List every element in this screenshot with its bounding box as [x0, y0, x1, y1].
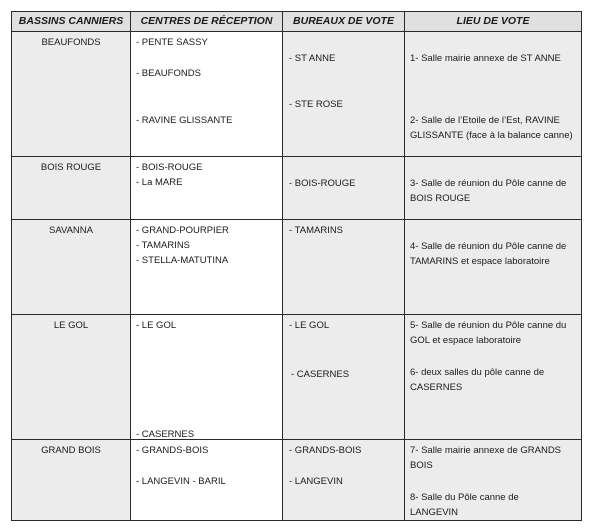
- table-row-beaufonds-bassin: [11, 31, 131, 157]
- header-bureaux: BUREAUX DE VOTE: [282, 11, 405, 32]
- lieu-item: 8- Salle du Pôle canne de LANGEVIN: [410, 492, 519, 518]
- table-row-beaufonds-lieux: [404, 31, 582, 157]
- centre-item: - CASERNES: [136, 429, 195, 440]
- centre-item: - La MARE: [136, 177, 183, 188]
- centre-item: - GRAND-POURPIER: [136, 225, 229, 236]
- bureau-item: - BOIS-ROUGE: [289, 178, 356, 189]
- centre-item: - TAMARINS: [136, 240, 191, 251]
- table-row-le-gol-lieux: [404, 314, 582, 440]
- bureau-item: - TAMARINS: [289, 225, 344, 236]
- table-row-le-gol-bureaux: [282, 314, 405, 440]
- table-row-savanna-bassin: [11, 219, 131, 315]
- voting-table: [11, 11, 582, 521]
- lieu-item: 1- Salle mairie annexe de ST ANNE: [410, 53, 561, 64]
- centre-item: - LANGEVIN - BARIL: [136, 476, 226, 487]
- centre-item: - LE GOL: [136, 320, 177, 331]
- table-row-grand-bois-bassin: [11, 439, 131, 521]
- bureau-item: - STE ROSE: [289, 99, 343, 110]
- bassin-label: LE GOL: [53, 320, 89, 331]
- header-lieu: LIEU DE VOTE: [404, 11, 582, 32]
- table-row-grand-bois-centres: [130, 439, 283, 521]
- table-row-savanna-bureaux: [282, 219, 405, 315]
- table-row-bois-rouge-bureaux: [282, 156, 405, 220]
- lieu-item: 6- deux salles du pôle canne de CASERNES: [410, 367, 545, 393]
- bureau-item: - ST ANNE: [289, 53, 336, 64]
- table-row-grand-bois-lieux: [404, 439, 582, 521]
- bureau-item: - GRANDS-BOIS: [289, 445, 362, 456]
- table-row-bois-rouge-bassin: [11, 156, 131, 220]
- centre-item: - BEAUFONDS: [136, 68, 201, 79]
- table-row-beaufonds-centres: [130, 31, 283, 157]
- bassin-label: BOIS ROUGE: [40, 162, 102, 173]
- table-row-bois-rouge-lieux: [404, 156, 582, 220]
- table-row-le-gol-centres: [130, 314, 283, 440]
- header-centres: CENTRES DE RÉCEPTION: [130, 11, 283, 32]
- bassin-label: SAVANNA: [49, 225, 93, 236]
- table-row-le-gol-bassin: [11, 314, 131, 440]
- table-row-bois-rouge-centres: [130, 156, 283, 220]
- centre-item: - PENTE SASSY: [136, 37, 208, 48]
- centre-item: - GRANDS-BOIS: [136, 445, 209, 456]
- lieu-item: 3- Salle de réunion du Pôle canne de BOIS ROUGE: [410, 178, 567, 204]
- lieu-item: 5- Salle de réunion du Pôle canne du GOL et espace laboratoire: [410, 320, 567, 346]
- bassin-label: GRAND BOIS: [41, 445, 101, 456]
- table-row-grand-bois-bureaux: [282, 439, 405, 521]
- table-row-savanna-lieux: [404, 219, 582, 315]
- bureau-item: - CASERNES: [291, 369, 350, 380]
- table-row-beaufonds-bureaux: [282, 31, 405, 157]
- bureau-item: - LANGEVIN: [289, 476, 343, 487]
- lieu-item: 7- Salle mairie annexe de GRANDS BOIS: [410, 445, 562, 471]
- centre-item: - STELLA-MATUTINA: [136, 255, 229, 266]
- centre-item: - RAVINE GLISSANTE: [136, 115, 233, 126]
- centre-item: - BOIS-ROUGE: [136, 162, 203, 173]
- lieu-item: 2- Salle de l’Etoile de l’Est, RAVINE GLISSANTE (face à la balance canne): [410, 115, 573, 141]
- header-bassins: BASSINS CANNIERS: [11, 11, 131, 32]
- bassin-label: BEAUFONDS: [41, 37, 101, 48]
- lieu-item: 4- Salle de réunion du Pôle canne de TAMARINS et espace laboratoire: [410, 241, 567, 267]
- table-row-savanna-centres: [130, 219, 283, 315]
- bureau-item: - LE GOL: [289, 320, 330, 331]
